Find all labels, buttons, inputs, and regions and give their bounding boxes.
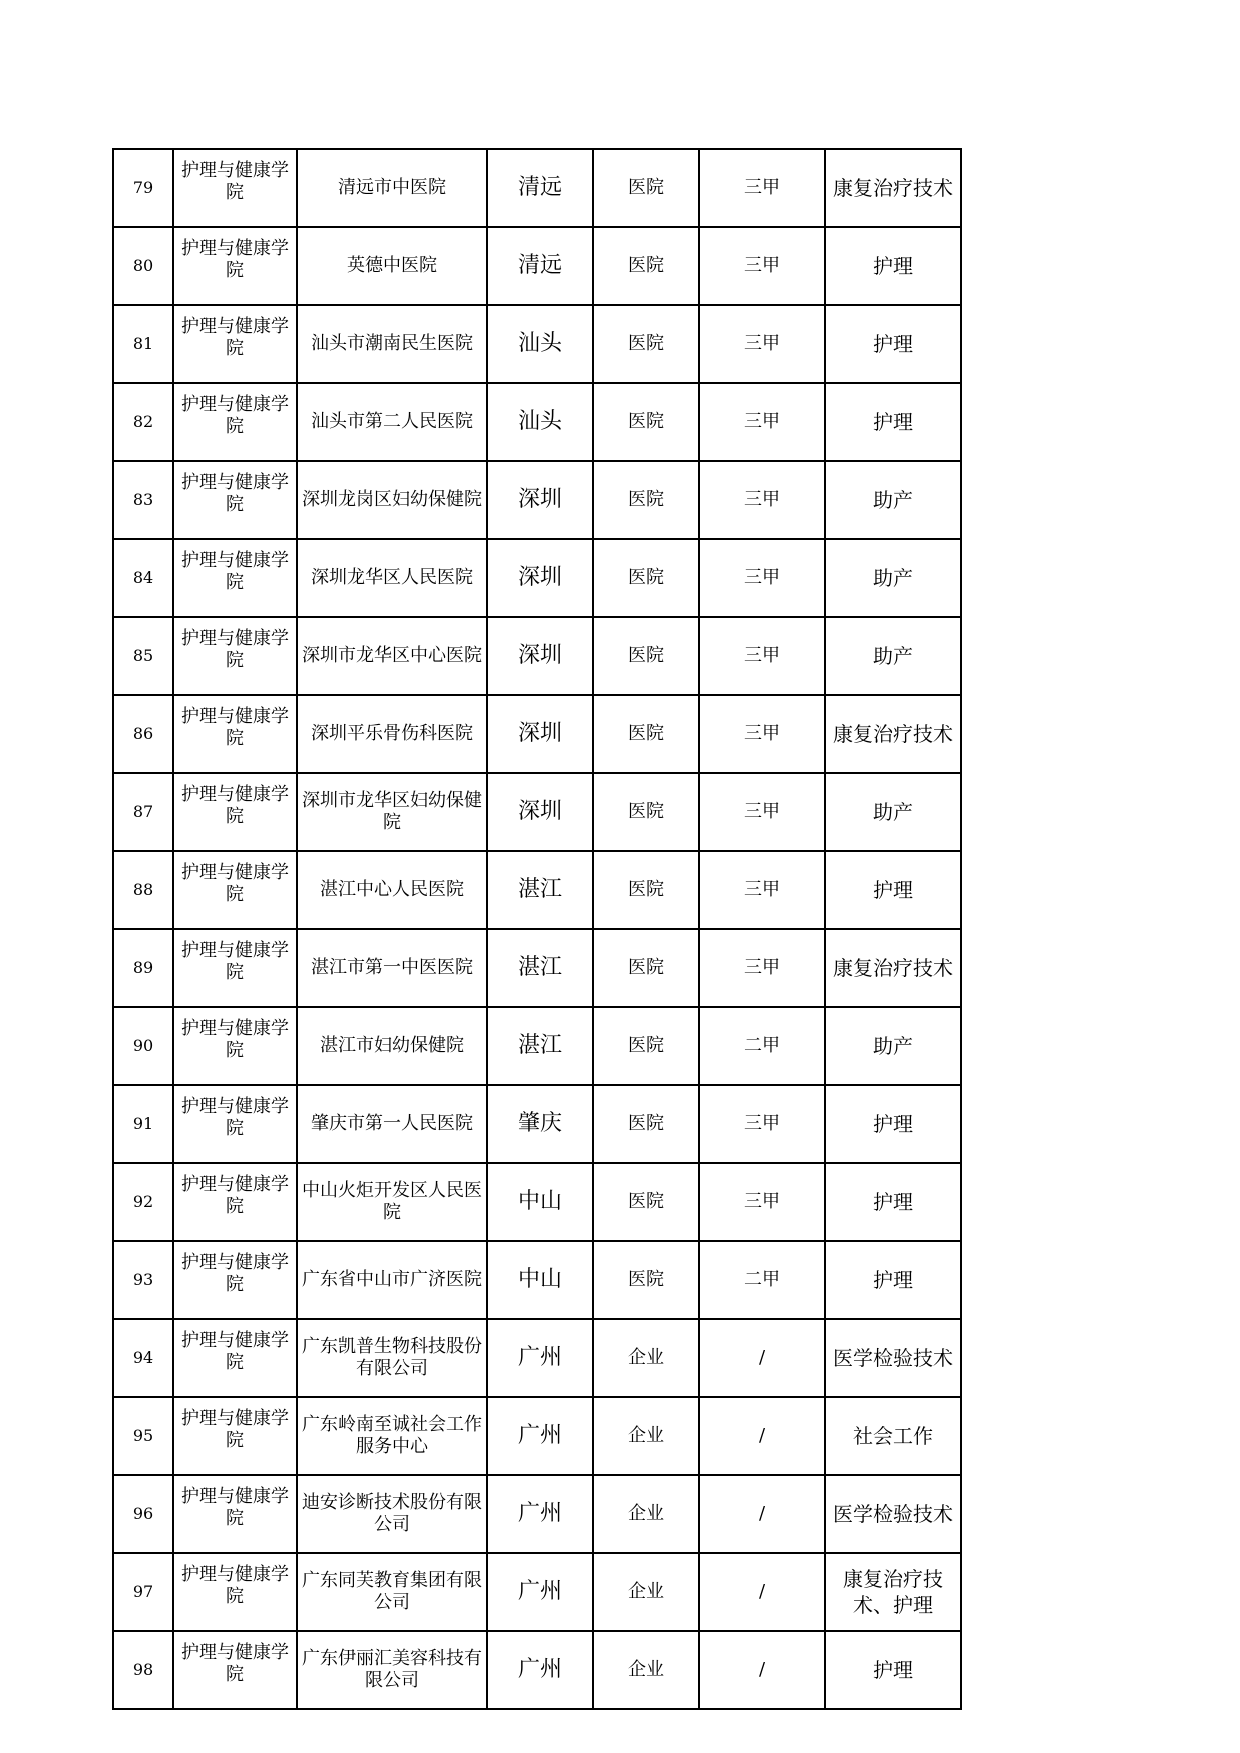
row-number-cell: 94 xyxy=(113,1319,173,1397)
table-row xyxy=(113,1085,961,1163)
city-cell: 广州 xyxy=(487,1631,593,1709)
college-cell: 护理与健康学院 xyxy=(173,1007,297,1085)
grade-level-cell: 三甲 xyxy=(699,1163,825,1241)
table-row xyxy=(113,1475,961,1553)
grade-level-cell: / xyxy=(699,1553,825,1631)
college-cell: 护理与健康学院 xyxy=(173,305,297,383)
row-number-cell: 85 xyxy=(113,617,173,695)
table-row xyxy=(113,929,961,1007)
college-cell: 护理与健康学院 xyxy=(173,227,297,305)
table-row xyxy=(113,1397,961,1475)
college-cell: 护理与健康学院 xyxy=(173,1319,297,1397)
unit-type-cell: 医院 xyxy=(593,383,699,461)
grade-level-cell: 三甲 xyxy=(699,149,825,227)
unit-type-cell: 医院 xyxy=(593,1163,699,1241)
city-cell: 广州 xyxy=(487,1397,593,1475)
row-number-cell: 82 xyxy=(113,383,173,461)
college-cell: 护理与健康学院 xyxy=(173,773,297,851)
major-cell: 护理 xyxy=(825,227,961,305)
major-cell: 康复治疗技术 xyxy=(825,695,961,773)
unit-type-cell: 医院 xyxy=(593,773,699,851)
unit-name-cell: 汕头市第二人民医院 xyxy=(297,383,487,461)
college-cell: 护理与健康学院 xyxy=(173,617,297,695)
unit-name-cell: 汕头市潮南民生医院 xyxy=(297,305,487,383)
city-cell: 广州 xyxy=(487,1475,593,1553)
city-cell: 深圳 xyxy=(487,773,593,851)
unit-type-cell: 医院 xyxy=(593,227,699,305)
unit-name-cell: 广东同芙教育集团有限公司 xyxy=(297,1553,487,1631)
unit-type-cell: 企业 xyxy=(593,1397,699,1475)
unit-type-cell: 企业 xyxy=(593,1319,699,1397)
unit-name-cell: 深圳平乐骨伤科医院 xyxy=(297,695,487,773)
major-cell: 护理 xyxy=(825,1631,961,1709)
college-cell: 护理与健康学院 xyxy=(173,1085,297,1163)
college-cell: 护理与健康学院 xyxy=(173,1553,297,1631)
grade-level-cell: 三甲 xyxy=(699,773,825,851)
table-row xyxy=(113,851,961,929)
major-cell: 医学检验技术 xyxy=(825,1475,961,1553)
unit-type-cell: 医院 xyxy=(593,305,699,383)
row-number-cell: 92 xyxy=(113,1163,173,1241)
practice-base-table xyxy=(112,148,962,1710)
row-number-cell: 88 xyxy=(113,851,173,929)
city-cell: 清远 xyxy=(487,227,593,305)
row-number-cell: 81 xyxy=(113,305,173,383)
college-cell: 护理与健康学院 xyxy=(173,1397,297,1475)
unit-name-cell: 湛江市第一中医医院 xyxy=(297,929,487,1007)
city-cell: 深圳 xyxy=(487,695,593,773)
row-number-cell: 87 xyxy=(113,773,173,851)
city-cell: 中山 xyxy=(487,1163,593,1241)
table-row xyxy=(113,695,961,773)
college-cell: 护理与健康学院 xyxy=(173,149,297,227)
college-cell: 护理与健康学院 xyxy=(173,1163,297,1241)
unit-type-cell: 医院 xyxy=(593,1007,699,1085)
row-number-cell: 97 xyxy=(113,1553,173,1631)
table-row xyxy=(113,1163,961,1241)
unit-type-cell: 医院 xyxy=(593,1085,699,1163)
city-cell: 汕头 xyxy=(487,383,593,461)
major-cell: 护理 xyxy=(825,383,961,461)
unit-type-cell: 企业 xyxy=(593,1631,699,1709)
major-cell: 医学检验技术 xyxy=(825,1319,961,1397)
grade-level-cell: 三甲 xyxy=(699,851,825,929)
unit-type-cell: 医院 xyxy=(593,695,699,773)
table-row xyxy=(113,149,961,227)
unit-name-cell: 湛江中心人民医院 xyxy=(297,851,487,929)
grade-level-cell: 三甲 xyxy=(699,617,825,695)
grade-level-cell: / xyxy=(699,1631,825,1709)
unit-name-cell: 清远市中医院 xyxy=(297,149,487,227)
grade-level-cell: / xyxy=(699,1397,825,1475)
unit-name-cell: 深圳市龙华区妇幼保健院 xyxy=(297,773,487,851)
grade-level-cell: 三甲 xyxy=(699,227,825,305)
unit-name-cell: 广东伊丽汇美容科技有限公司 xyxy=(297,1631,487,1709)
major-cell: 护理 xyxy=(825,1241,961,1319)
grade-level-cell: 三甲 xyxy=(699,695,825,773)
grade-level-cell: 三甲 xyxy=(699,383,825,461)
grade-level-cell: 三甲 xyxy=(699,1085,825,1163)
college-cell: 护理与健康学院 xyxy=(173,695,297,773)
major-cell: 护理 xyxy=(825,305,961,383)
major-cell: 助产 xyxy=(825,773,961,851)
major-cell: 护理 xyxy=(825,1085,961,1163)
major-cell: 社会工作 xyxy=(825,1397,961,1475)
row-number-cell: 93 xyxy=(113,1241,173,1319)
city-cell: 广州 xyxy=(487,1553,593,1631)
college-cell: 护理与健康学院 xyxy=(173,1241,297,1319)
college-cell: 护理与健康学院 xyxy=(173,851,297,929)
unit-name-cell: 迪安诊断技术股份有限公司 xyxy=(297,1475,487,1553)
unit-type-cell: 医院 xyxy=(593,149,699,227)
unit-name-cell: 英德中医院 xyxy=(297,227,487,305)
row-number-cell: 98 xyxy=(113,1631,173,1709)
city-cell: 广州 xyxy=(487,1319,593,1397)
major-cell: 助产 xyxy=(825,539,961,617)
row-number-cell: 95 xyxy=(113,1397,173,1475)
table-row xyxy=(113,383,961,461)
table-body xyxy=(113,149,961,1709)
row-number-cell: 83 xyxy=(113,461,173,539)
table-row xyxy=(113,1241,961,1319)
city-cell: 湛江 xyxy=(487,929,593,1007)
table-row xyxy=(113,1631,961,1709)
row-number-cell: 96 xyxy=(113,1475,173,1553)
table-row xyxy=(113,617,961,695)
college-cell: 护理与健康学院 xyxy=(173,461,297,539)
unit-type-cell: 医院 xyxy=(593,461,699,539)
unit-type-cell: 企业 xyxy=(593,1553,699,1631)
grade-level-cell: / xyxy=(699,1319,825,1397)
college-cell: 护理与健康学院 xyxy=(173,383,297,461)
city-cell: 清远 xyxy=(487,149,593,227)
unit-name-cell: 中山火炬开发区人民医院 xyxy=(297,1163,487,1241)
major-cell: 助产 xyxy=(825,617,961,695)
college-cell: 护理与健康学院 xyxy=(173,539,297,617)
unit-name-cell: 广东岭南至诚社会工作服务中心 xyxy=(297,1397,487,1475)
grade-level-cell: 三甲 xyxy=(699,539,825,617)
unit-name-cell: 广东省中山市广济医院 xyxy=(297,1241,487,1319)
table-row xyxy=(113,305,961,383)
city-cell: 湛江 xyxy=(487,851,593,929)
city-cell: 肇庆 xyxy=(487,1085,593,1163)
grade-level-cell: 三甲 xyxy=(699,929,825,1007)
major-cell: 助产 xyxy=(825,1007,961,1085)
major-cell: 助产 xyxy=(825,461,961,539)
row-number-cell: 86 xyxy=(113,695,173,773)
table-row xyxy=(113,1553,961,1631)
row-number-cell: 79 xyxy=(113,149,173,227)
unit-type-cell: 医院 xyxy=(593,851,699,929)
grade-level-cell: / xyxy=(699,1475,825,1553)
city-cell: 深圳 xyxy=(487,539,593,617)
major-cell: 护理 xyxy=(825,851,961,929)
college-cell: 护理与健康学院 xyxy=(173,1475,297,1553)
row-number-cell: 90 xyxy=(113,1007,173,1085)
major-cell: 康复治疗技术 xyxy=(825,929,961,1007)
unit-type-cell: 企业 xyxy=(593,1475,699,1553)
city-cell: 中山 xyxy=(487,1241,593,1319)
major-cell: 康复治疗技术、护理 xyxy=(825,1553,961,1631)
unit-name-cell: 肇庆市第一人民医院 xyxy=(297,1085,487,1163)
major-cell: 康复治疗技术 xyxy=(825,149,961,227)
row-number-cell: 84 xyxy=(113,539,173,617)
table-row xyxy=(113,773,961,851)
table-row xyxy=(113,1007,961,1085)
table-row xyxy=(113,227,961,305)
unit-type-cell: 医院 xyxy=(593,539,699,617)
unit-type-cell: 医院 xyxy=(593,929,699,1007)
unit-name-cell: 深圳龙华区人民医院 xyxy=(297,539,487,617)
row-number-cell: 89 xyxy=(113,929,173,1007)
unit-name-cell: 湛江市妇幼保健院 xyxy=(297,1007,487,1085)
grade-level-cell: 三甲 xyxy=(699,461,825,539)
row-number-cell: 91 xyxy=(113,1085,173,1163)
city-cell: 湛江 xyxy=(487,1007,593,1085)
table-row xyxy=(113,1319,961,1397)
unit-name-cell: 广东凯普生物科技股份有限公司 xyxy=(297,1319,487,1397)
college-cell: 护理与健康学院 xyxy=(173,1631,297,1709)
grade-level-cell: 二甲 xyxy=(699,1007,825,1085)
unit-name-cell: 深圳市龙华区中心医院 xyxy=(297,617,487,695)
college-cell: 护理与健康学院 xyxy=(173,929,297,1007)
city-cell: 深圳 xyxy=(487,461,593,539)
row-number-cell: 80 xyxy=(113,227,173,305)
unit-type-cell: 医院 xyxy=(593,617,699,695)
city-cell: 深圳 xyxy=(487,617,593,695)
table-row xyxy=(113,539,961,617)
city-cell: 汕头 xyxy=(487,305,593,383)
table-row xyxy=(113,461,961,539)
grade-level-cell: 二甲 xyxy=(699,1241,825,1319)
unit-type-cell: 医院 xyxy=(593,1241,699,1319)
grade-level-cell: 三甲 xyxy=(699,305,825,383)
unit-name-cell: 深圳龙岗区妇幼保健院 xyxy=(297,461,487,539)
major-cell: 护理 xyxy=(825,1163,961,1241)
